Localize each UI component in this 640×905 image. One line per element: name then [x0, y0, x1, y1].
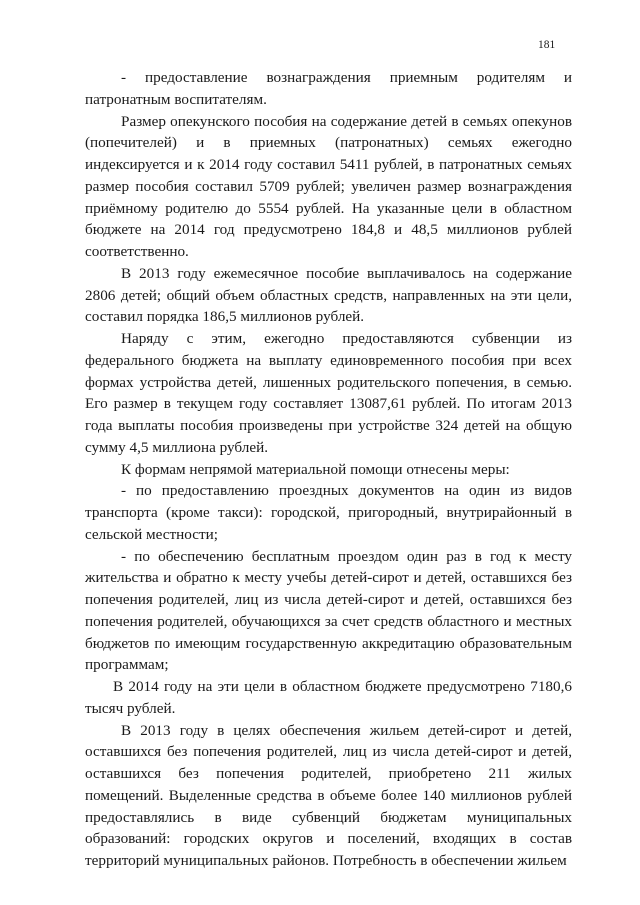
paragraph-budget-2014: В 2014 году на эти цели в областном бюджете предусмотрено 7180,6 тысяч рублей. [85, 678, 572, 717]
paragraph-guardianship-allowance: Размер опекунского пособия на содержание детей в семьях опекунов (попечителей) и в приемных (патронатных) семьях ежегодно индексируется и к 2014 году составил 5411 рублей, в патронатных семьях размер пособия составил 5709 рублей; увеличен размер вознаграждения приёмному родителю до 5554 рублей. На указанные цели в областном бюджете на 2014 год предусмотрено 184,8 и 48,5 миллионов рублей соответственно. [85, 112, 572, 260]
document-body [85, 67, 572, 872]
paragraph-travel-documents: - по предоставлению проездных документов на один из видов транспорта (кроме такси): городской, пригородный, внутрирайонный в сельской местности; [85, 482, 572, 543]
paragraph-reward-foster-parents: - предоставление вознаграждения приемным родителям и патронатным воспитателям. [85, 69, 572, 108]
paragraph-housing-2013: В 2013 году в целях обеспечения жильем детей-сирот и детей, оставшихся без попечения родителей, лиц из числа детей-сирот и детей, оставшихся без попечения родителей, приобретено 211 жилых помещений. Выделенные средства в объеме более 140 миллионов рублей предоставлялись в виде субвенций бюджетам муниципальных образований: городских округов и поселений, входящих в состав территорий муниципальных районов. Потребность в обеспечении жильем [85, 721, 572, 869]
paragraph-indirect-aid-intro: К формам непрямой материальной помощи отнесены меры: [121, 460, 510, 478]
paragraph-free-travel: - по обеспечению бесплатным проездом один раз в год к месту жительства и обратно к месту учебы детей-сирот и детей, оставшихся без попечения родителей, лиц из числа детей-сирот и детей, оставшихся без попечения родителей, обучающихся за счет средств областного и местных бюджетов по имеющим государственную аккредитацию образовательным программам; [85, 547, 572, 674]
paragraph-federal-subvention: Наряду с этим, ежегодно предоставляются субвенции из федерального бюджета на выплату единовременного пособия при всех формах устройства детей, лишенных родительского попечения, в семью. Его размер в текущем году составляет 13087,61 рублей. По итогам 2013 года выплаты пособия произведены при устройстве 324 детей на общую сумму 4,5 миллиона рублей. [85, 330, 572, 456]
page-number: 181 [538, 39, 556, 51]
paragraph-monthly-allowance-2013: В 2013 году ежемесячное пособие выплачивалось на содержание 2806 детей; общий объем областных средств, направленных на эти цели, составил порядка 186,5 миллионов рублей. [85, 264, 572, 326]
